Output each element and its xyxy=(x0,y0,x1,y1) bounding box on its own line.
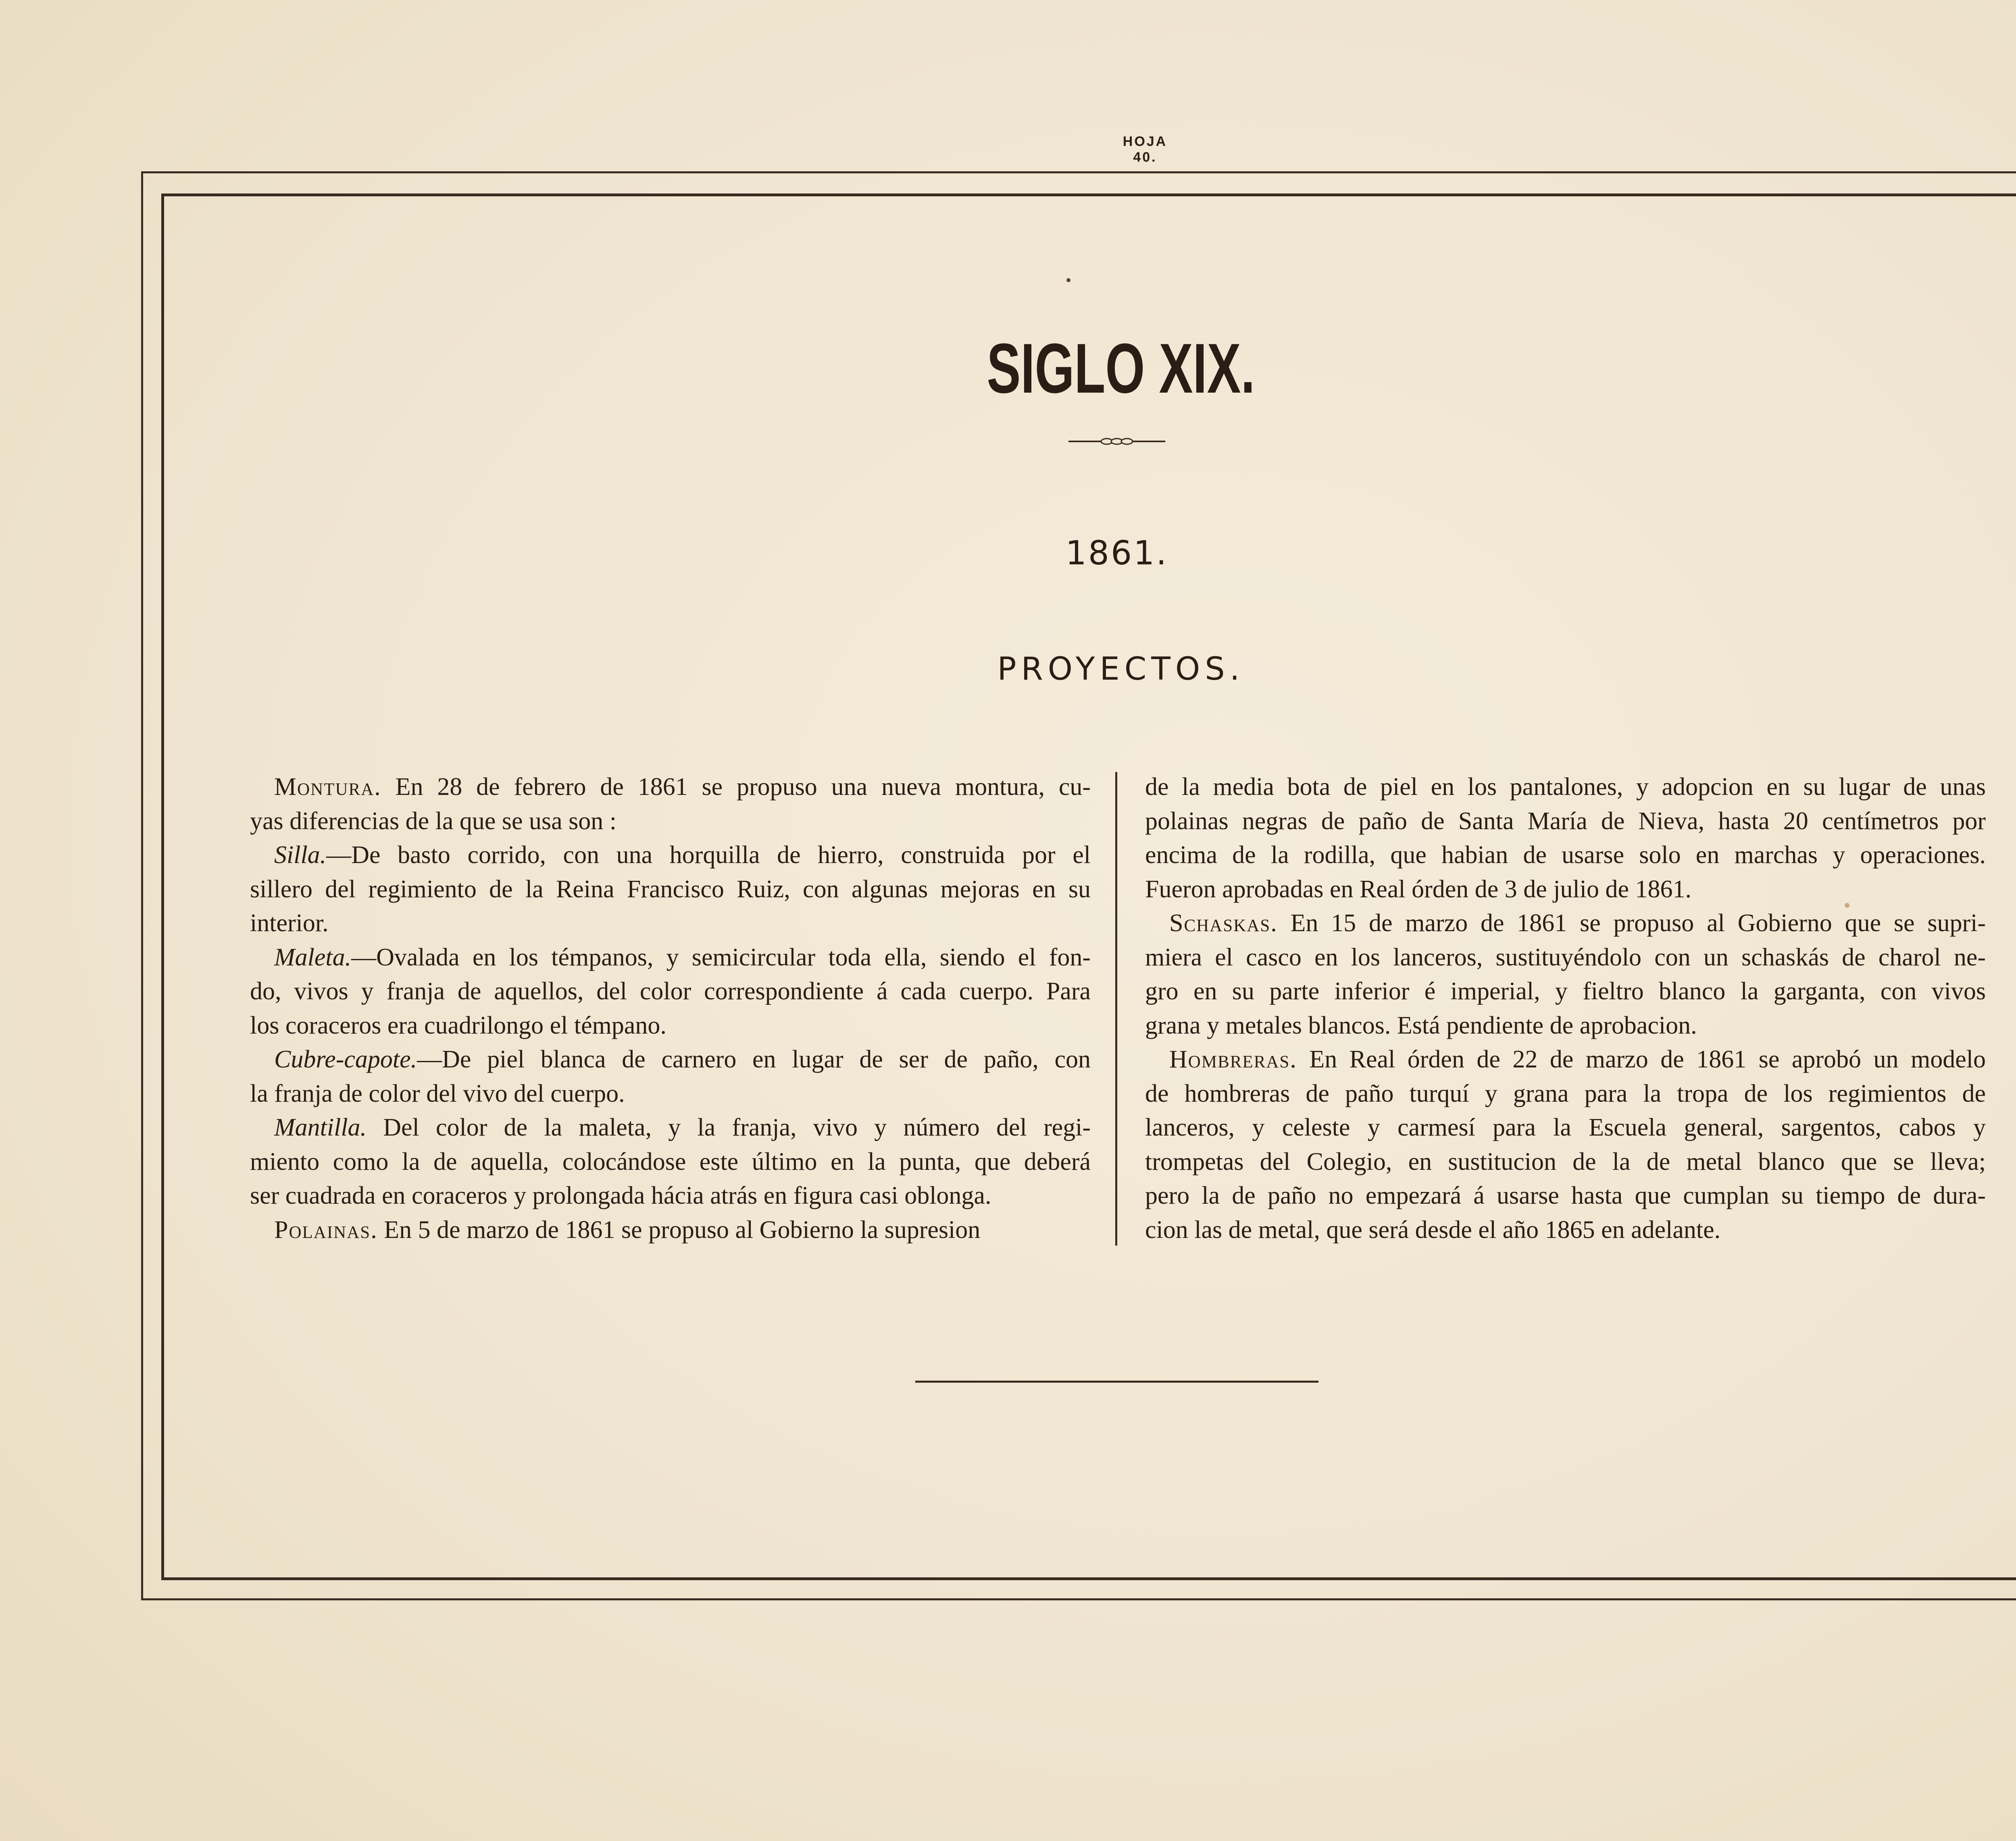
item-heading: Mantilla. xyxy=(274,1114,367,1141)
line-text: de la media bota de piel en los pantalones, y adopcion en su lugar de unas xyxy=(1145,773,1986,801)
text-line xyxy=(250,838,1091,872)
text-line xyxy=(1145,770,1986,804)
item-heading: Silla. xyxy=(274,841,327,869)
line-text: la franja de color del vivo del cuerpo. xyxy=(250,1080,625,1107)
line-text: de hombreras de paño turquí y grana para la tropa de los regimientos de xyxy=(1145,1080,1986,1107)
text-line xyxy=(250,1009,1091,1043)
line-text: En 28 de febrero de 1861 se propuso una nueva montura, cu- xyxy=(381,773,1091,801)
text-line xyxy=(250,872,1091,907)
entry-heading: Schaskas. xyxy=(1169,909,1278,937)
text-line xyxy=(250,804,1091,838)
line-text: miento como la de aquella, colocándose este último en la punta, que deberá xyxy=(250,1148,1091,1175)
text-line xyxy=(1145,940,1986,975)
item-heading: Maleta. xyxy=(274,943,352,971)
line-text: gro en su parte inferior é imperial, y fieltro blanco la garganta, con vivos xyxy=(1145,978,1986,1005)
line-text: interior. xyxy=(250,909,329,937)
text-line xyxy=(1145,804,1986,838)
left-text-column xyxy=(250,770,1091,1247)
text-line xyxy=(1145,1077,1986,1111)
line-text: miera el casco en los lanceros, sustituyéndolo con un schaskás de charol ne- xyxy=(1145,943,1986,971)
line-text: —De piel blanca de carnero en lugar de ser de paño, con xyxy=(417,1046,1091,1073)
line-text: —Ovalada en los témpanos, y semicircular toda ella, siendo el fon- xyxy=(351,943,1091,971)
title-ornament-divider xyxy=(1068,435,1165,447)
page-title: SIGLO XIX. xyxy=(987,329,1255,408)
right-text-column xyxy=(1145,770,1986,1247)
text-line xyxy=(1145,1042,1986,1077)
text-line xyxy=(250,906,1091,940)
text-line xyxy=(250,1179,1091,1213)
line-text: ser cuadrada en coraceros y prolongada hácia atrás en figura casi oblonga. xyxy=(250,1182,991,1209)
text-line xyxy=(250,770,1091,804)
line-text: lanceros, y celeste y carmesí para la Escuela general, sargentos, cabos y xyxy=(1145,1114,1986,1141)
text-line xyxy=(1145,1179,1986,1213)
line-text: yas diferencias de la que se usa son : xyxy=(250,807,617,835)
paper-speck xyxy=(1845,903,1849,908)
line-text: En Real órden de 22 de marzo de 1861 se aprobó un modelo xyxy=(1297,1046,1986,1073)
entry-heading: Montura. xyxy=(274,773,381,801)
text-line xyxy=(1145,906,1986,940)
year-heading: 1861. xyxy=(1065,534,1168,572)
line-text: do, vivos y franja de aquellos, del color correspondiente á cada cuerpo. Para xyxy=(250,978,1091,1005)
line-text: trompetas del Colegio, en sustitucion de la de metal blanco que se lleva; xyxy=(1145,1148,1986,1175)
text-line xyxy=(250,974,1091,1009)
end-rule xyxy=(915,1381,1318,1383)
line-text: encima de la rodilla, que habian de usarse solo en marchas y operaciones. xyxy=(1145,841,1986,869)
line-text: Del color de la maleta, y la franja, vivo y número del regi- xyxy=(367,1114,1091,1141)
line-text: En 15 de marzo de 1861 se propuso al Gobierno que se supri- xyxy=(1277,909,1986,937)
column-divider xyxy=(1115,772,1117,1246)
line-text: los coraceros era cuadrilongo el témpano. xyxy=(250,1011,666,1039)
text-line xyxy=(1145,1009,1986,1043)
section-title: PROYECTOS. xyxy=(997,651,1245,687)
entry-heading: Hombreras. xyxy=(1169,1046,1297,1073)
text-line xyxy=(1145,1213,1986,1247)
text-line xyxy=(250,940,1091,975)
text-line xyxy=(1145,974,1986,1009)
line-text: pero la de paño no empezará á usarse hasta que cumplan su tiempo de dura- xyxy=(1145,1182,1986,1209)
text-line xyxy=(1145,838,1986,872)
text-line xyxy=(1145,1111,1986,1145)
text-line xyxy=(1145,872,1986,907)
text-line xyxy=(250,1213,1091,1247)
line-text: Fueron aprobadas en Real órden de 3 de julio de 1861. xyxy=(1145,875,1692,903)
item-heading: Cubre-capote. xyxy=(274,1046,417,1073)
line-text: sillero del regimiento de la Reina Francisco Ruiz, con algunas mejoras en su xyxy=(250,875,1091,903)
text-line xyxy=(250,1042,1091,1077)
text-line xyxy=(250,1111,1091,1145)
sheet-label: HOJA 40. xyxy=(1123,134,1168,165)
line-text: grana y metales blancos. Está pendiente de aprobacion. xyxy=(1145,1011,1697,1039)
line-text: En 5 de marzo de 1861 se propuso al Gobierno la supresion xyxy=(377,1216,981,1244)
line-text: —De basto corrido, con una horquilla de hierro, construida por el xyxy=(326,841,1091,869)
line-text: cion las de metal, que será desde el año 1865 en adelante. xyxy=(1145,1216,1721,1244)
line-text: polainas negras de paño de Santa María de Nieva, hasta 20 centímetros por xyxy=(1145,807,1986,835)
text-line xyxy=(1145,1145,1986,1179)
text-line xyxy=(250,1077,1091,1111)
text-line xyxy=(250,1145,1091,1179)
paper-speck xyxy=(1066,278,1070,282)
entry-heading: Polainas. xyxy=(274,1216,378,1244)
